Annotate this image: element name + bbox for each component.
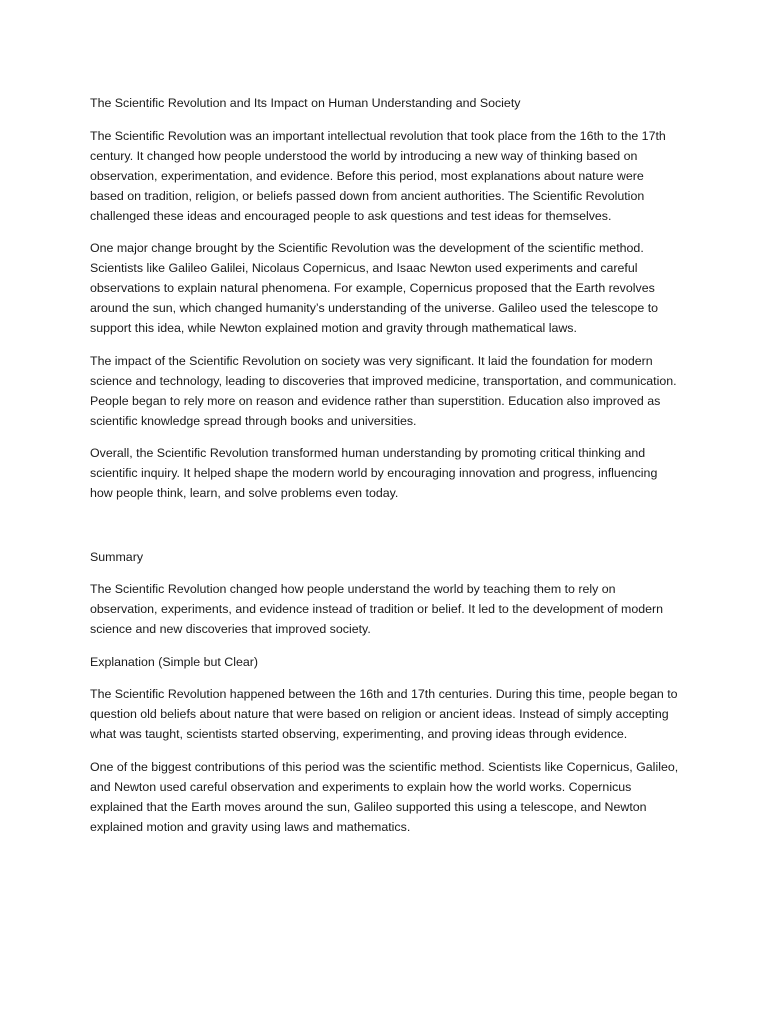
body-paragraph-2: One major change brought by the Scientific Revolution was the development of the scientific method. Scientists like Galileo Galilei, Nicolaus Copernicus, and Isaac Newton used experiments and careful observations to explain natural phenomena. For example, Copernicus proposed that the Earth revolves around the sun, which changed humanity’s understanding of the universe. Galileo used the telescope to support this idea, while Newton explained motion and gravity through mathematical laws. [90, 241, 659, 335]
body-paragraph-1: The Scientific Revolution was an important intellectual revolution that took place from the 16th to the 17th century. It changed how people understood the world by introducing a new way of thinking based on observation, experimentation, and evidence. Before this period, most explanations about nature were based on tradition, religion, or beliefs passed down from ancient authorities. The Scientific Revolution challenged these ideas and encouraged people to ask questions and test ideas for themselves. [90, 128, 666, 223]
summary-heading: Summary [90, 549, 144, 564]
summary-paragraph: The Scientific Revolution changed how people understand the world by teaching them to rely on observation, experiments, and evidence instead of tradition or belief. It led to the development of modern science and new discoveries that improved society. [90, 582, 664, 636]
body-paragraph-4: Overall, the Scientific Revolution transformed human understanding by promoting critical thinking and scientific inquiry. It helped shape the modern world by encouraging innovation and progress, influencing how people think, learn, and solve problems even today. [90, 446, 658, 500]
section-spacer [90, 516, 680, 547]
body-paragraph-3: The impact of the Scientific Revolution on society was very significant. It laid the foundation for modern science and technology, leading to discoveries that improved medicine, transportation, and communication. People began to rely more on reason and evidence rather than superstition. Education also improved as scientific knowledge spread through books and universities. [90, 353, 677, 428]
explanation-heading: Explanation (Simple but Clear) [90, 654, 259, 669]
explanation-paragraph-2: One of the biggest contributions of this period was the scientific method. Scientists like Copernicus, Galileo, and Newton used careful observation and experiments to explain how the world works. Copernicus explained that the Earth moves around the sun, Galileo supported this using a telescope, and Newton explained motion and gravity using laws and mathematics. [90, 759, 679, 834]
document-title: The Scientific Revolution and Its Impact on Human Understanding and Society [90, 96, 521, 110]
explanation-paragraph-1: The Scientific Revolution happened between the 16th and 17th centuries. During this time, people began to question old beliefs about nature that were based on religion or ancient ideas. Instead of simply accepting what was taught, scientists started observing, experimenting, and proving ideas through evidence. [90, 687, 678, 741]
